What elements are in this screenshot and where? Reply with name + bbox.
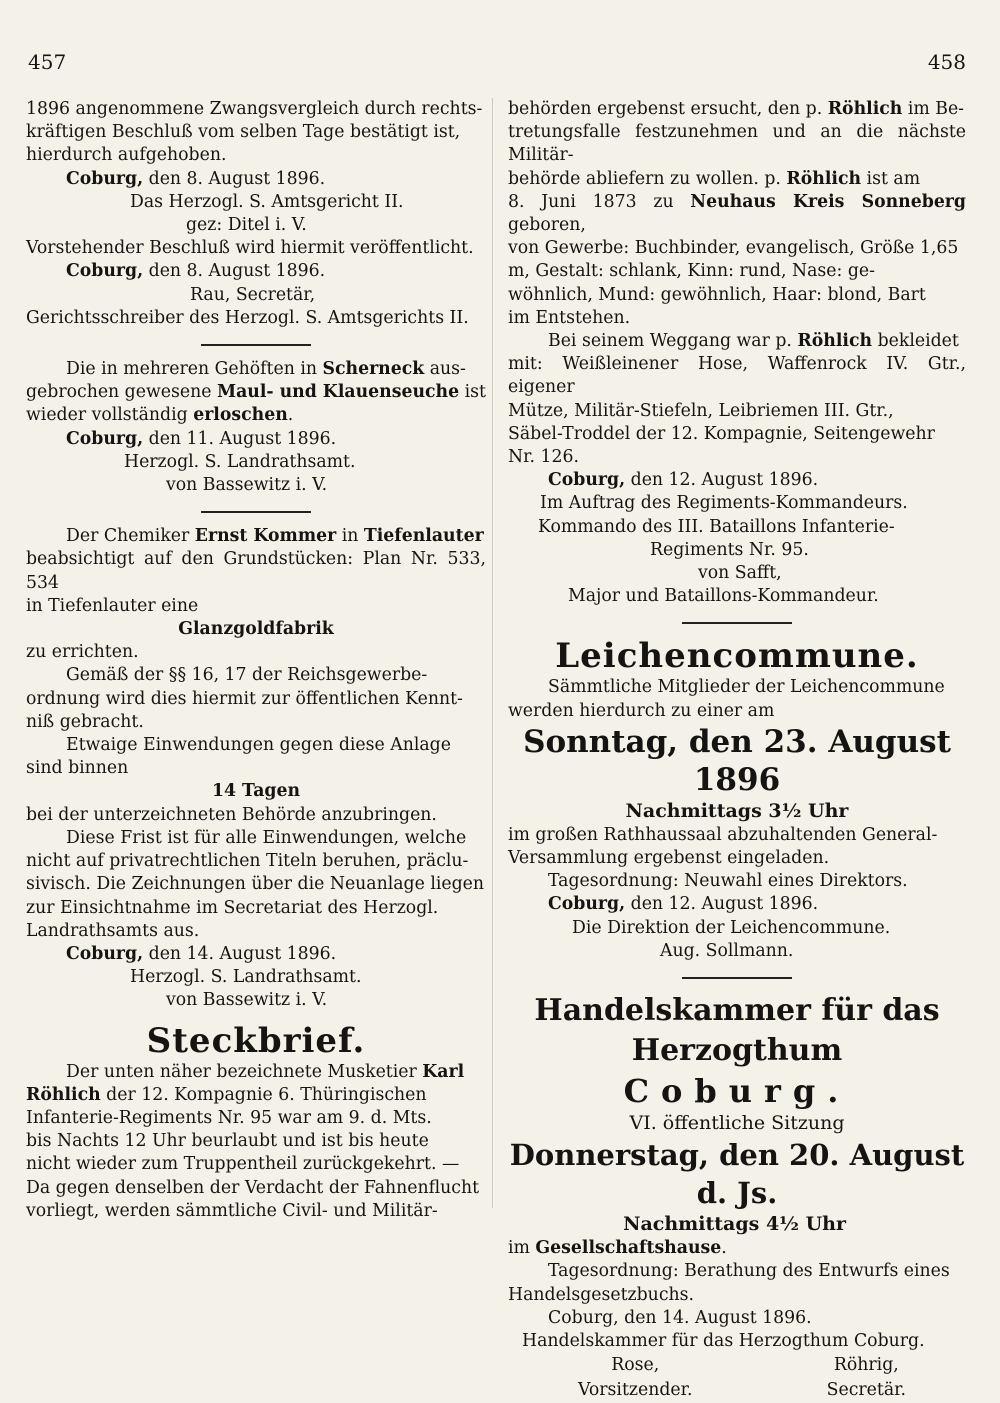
left-column [26, 98, 486, 1223]
text-line: hierdurch aufgehoben. [26, 145, 227, 166]
meeting-date: Sonntag, den 23. August 1896 [523, 723, 951, 798]
authority: Handelskammer für das Herzogthum Coburg. [522, 1330, 925, 1351]
signature-secretary [827, 1353, 906, 1403]
notice-glanzgoldfabrik [26, 525, 486, 1012]
text-line: gebrochen gewesene Maul- und Klauenseuche ist [26, 382, 486, 403]
section-rule [682, 977, 792, 979]
text-line: m, Gestalt: schlank, Kinn: rund, Nase: ge- [508, 261, 875, 282]
text-line: Versammlung ergebenst eingeladen. [508, 848, 830, 869]
text-line: Mütze, Militär-Stiefeln, Leibriemen III. Gtr., [508, 400, 894, 421]
section-rule [682, 622, 792, 624]
text-line: im Gesellschaftshause. [508, 1238, 727, 1259]
date-line: Coburg, den 12. August 1896. [548, 894, 819, 915]
date-line: Coburg, den 8. August 1896. [66, 168, 326, 189]
meeting-time: Nachmittags 3½ Uhr [625, 799, 849, 822]
date-line: Coburg, den 14. August 1896. [548, 1307, 812, 1328]
text-line: 8. Juni 1873 zu Neuhaus Kreis Sonneberg geboren, [508, 191, 966, 236]
text-line: Die in mehreren Gehöften in Scherneck aus- [66, 359, 466, 380]
text-line: vorliegt, werden sämmtliche Civil- und Militär- [26, 1200, 438, 1221]
leichencommune-title: Leichencommune. [555, 636, 919, 677]
signature: Rau, Secretär, [190, 284, 316, 305]
meeting-date: Donnerstag, den 20. August d. Js. [509, 1138, 965, 1211]
agenda: Tagesordnung: Neuwahl eines Direktors. [548, 871, 908, 892]
signature-name: Röhrig, [833, 1355, 899, 1376]
text-line: Nr. 126. [508, 447, 579, 468]
text-line: bei der unterzeichneten Behörde anzubringen. [26, 804, 437, 825]
date-line: Coburg, den 8. August 1896. [66, 261, 326, 282]
text-line: niß gebracht. [26, 711, 144, 732]
page-number-left: 457 [28, 50, 67, 74]
authority: Das Herzogl. S. Amtsgericht II. [130, 191, 404, 212]
notice-handelskammer [508, 991, 966, 1403]
text-line: Sämmtliche Mitglieder der Leichencommune [548, 677, 945, 698]
column-divider [492, 98, 493, 1208]
text-line: Säbel-Troddel der 12. Kompagnie, Seitengewehr [508, 423, 935, 444]
text-line: Diese Frist ist für alle Einwendungen, welche [66, 827, 467, 848]
factory-name: Glanzgoldfabrik [178, 619, 334, 640]
authority: Herzogl. S. Landrathsamt. [124, 451, 356, 472]
text-line: Kommando des III. Bataillons Infanterie- [538, 516, 895, 537]
handelskammer-title-city: Coburg. [623, 1072, 851, 1111]
text-line: Infanterie-Regiments Nr. 95 war am 9. d. Mts. [26, 1107, 432, 1128]
signature: Aug. Sollmann. [660, 940, 794, 961]
section-rule [201, 511, 311, 513]
handelskammer-title: Handelskammer für das Herzogthum [534, 993, 940, 1069]
signature-name: Rose, [611, 1355, 660, 1376]
authority: Herzogl. S. Landrathsamt. [130, 967, 362, 988]
text-line: Da gegen denselben der Verdacht der Fahnenflucht [26, 1177, 480, 1198]
text-line: im Entstehen. [508, 307, 631, 328]
signature-title: Secretär. [826, 1380, 906, 1401]
text-line: von Gewerbe: Buchbinder, evangelisch, Größe 1,65 [508, 238, 959, 259]
steckbrief-title: Steckbrief. [146, 1020, 366, 1061]
meeting-time: Nachmittags 4½ Uhr [623, 1213, 846, 1236]
date-line: Coburg, den 12. August 1896. [548, 470, 819, 491]
deadline: 14 Tagen [211, 781, 301, 802]
text-line: bis Nachts 12 Uhr beurlaubt und ist bis heute [26, 1131, 429, 1152]
signatures [508, 1353, 966, 1403]
signature-title: Major und Bataillons-Kommandeur. [568, 586, 879, 607]
agenda: Tagesordnung: Berathung des Entwurfs eines [548, 1261, 950, 1282]
date-line: Coburg, den 14. August 1896. [66, 943, 337, 964]
text-line: Landrathsamts aus. [26, 920, 200, 941]
text-line: nicht wieder zum Truppentheil zurückgekehrt. — [26, 1154, 460, 1175]
text-line: im großen Rathhaussaal abzuhaltenden General- [508, 824, 938, 845]
notice-seuche [26, 358, 486, 497]
right-column [508, 98, 966, 1403]
signature: von Bassewitz i. V. [166, 990, 328, 1011]
section-rule [201, 344, 311, 346]
text-line: Handelsgesetzbuchs. [508, 1284, 694, 1305]
signature-title: Gerichtsschreiber des Herzogl. S. Amtsgerichts II. [26, 307, 469, 328]
text-line: Gemäß der §§ 16, 17 der Reichsgewerbe- [66, 665, 428, 686]
text-line: Vorstehender Beschluß wird hiermit veröffentlicht. [26, 238, 474, 259]
text-line: behörde abliefern zu wollen. p. Röhlich ist am [508, 168, 921, 189]
text-line: kräftigen Beschluß vom selben Tage bestätigt ist, [26, 122, 461, 143]
notice-steckbrief [26, 1021, 486, 1223]
signature: von Bassewitz i. V. [166, 475, 328, 496]
text-line: zu errichten. [26, 642, 139, 663]
signature-title: Vorsitzender. [578, 1380, 693, 1401]
text-line: werden hierdurch zu einer am [508, 700, 775, 721]
text-line: sind binnen [26, 758, 129, 779]
text-line: sivisch. Die Zeichnungen über die Neuanlage liegen [26, 874, 485, 895]
text-line: wieder vollständig erloschen. [26, 405, 294, 426]
text-line: tretungsfalle festzunehmen und an die nächste Militär- [508, 122, 966, 166]
text-line: ordnung wird dies hiermit zur öffentlichen Kennt- [26, 688, 463, 709]
text-line: in Tiefenlauter eine [26, 595, 199, 616]
notice-steckbrief-continued [508, 98, 966, 608]
text-line: Im Auftrag des Regiments-Kommandeurs. [540, 493, 908, 514]
signature-chairman [578, 1353, 693, 1403]
authority: Die Direktion der Leichencommune. [572, 917, 891, 938]
text-line: 1896 angenommene Zwangsvergleich durch rechts- [26, 99, 483, 119]
notice-zwangsvergleich [26, 98, 486, 330]
text-line: Regiments Nr. 95. [650, 539, 809, 560]
page-number-right: 458 [927, 50, 966, 74]
text-line: Der unten näher bezeichnete Musketier Karl [66, 1061, 465, 1082]
text-line: wöhnlich, Mund: gewöhnlich, Haar: blond, Bart [508, 284, 926, 305]
text-line: beabsichtigt auf den Grundstücken: Plan Nr. 533, 534 [26, 549, 486, 593]
text-line: Röhlich der 12. Kompagnie 6. Thüringischen [26, 1084, 427, 1105]
text-line: Etwaige Einwendungen gegen diese Anlage [66, 735, 451, 756]
text-line: Der Chemiker Ernst Kommer in Tiefenlauter [66, 526, 484, 547]
text-line: nicht auf privatrechtlichen Titeln beruhen, präclu- [26, 851, 469, 872]
signature: von Safft, [698, 563, 782, 584]
signature: gez: Ditel i. V. [186, 215, 307, 236]
text-line: mit: Weißleinener Hose, Waffenrock IV. Gtr., eigener [508, 354, 966, 398]
text-line: Bei seinem Weggang war p. Röhlich bekleidet [548, 331, 959, 352]
date-line: Coburg, den 11. August 1896. [66, 428, 337, 449]
text-line: zur Einsichtnahme im Secretariat des Herzogl. [26, 897, 439, 918]
notice-leichencommune [508, 636, 966, 963]
session: VI. öffentliche Sitzung [629, 1112, 845, 1135]
text-line: behörden ergebenst ersucht, den p. Röhlich im Be- [508, 99, 965, 119]
